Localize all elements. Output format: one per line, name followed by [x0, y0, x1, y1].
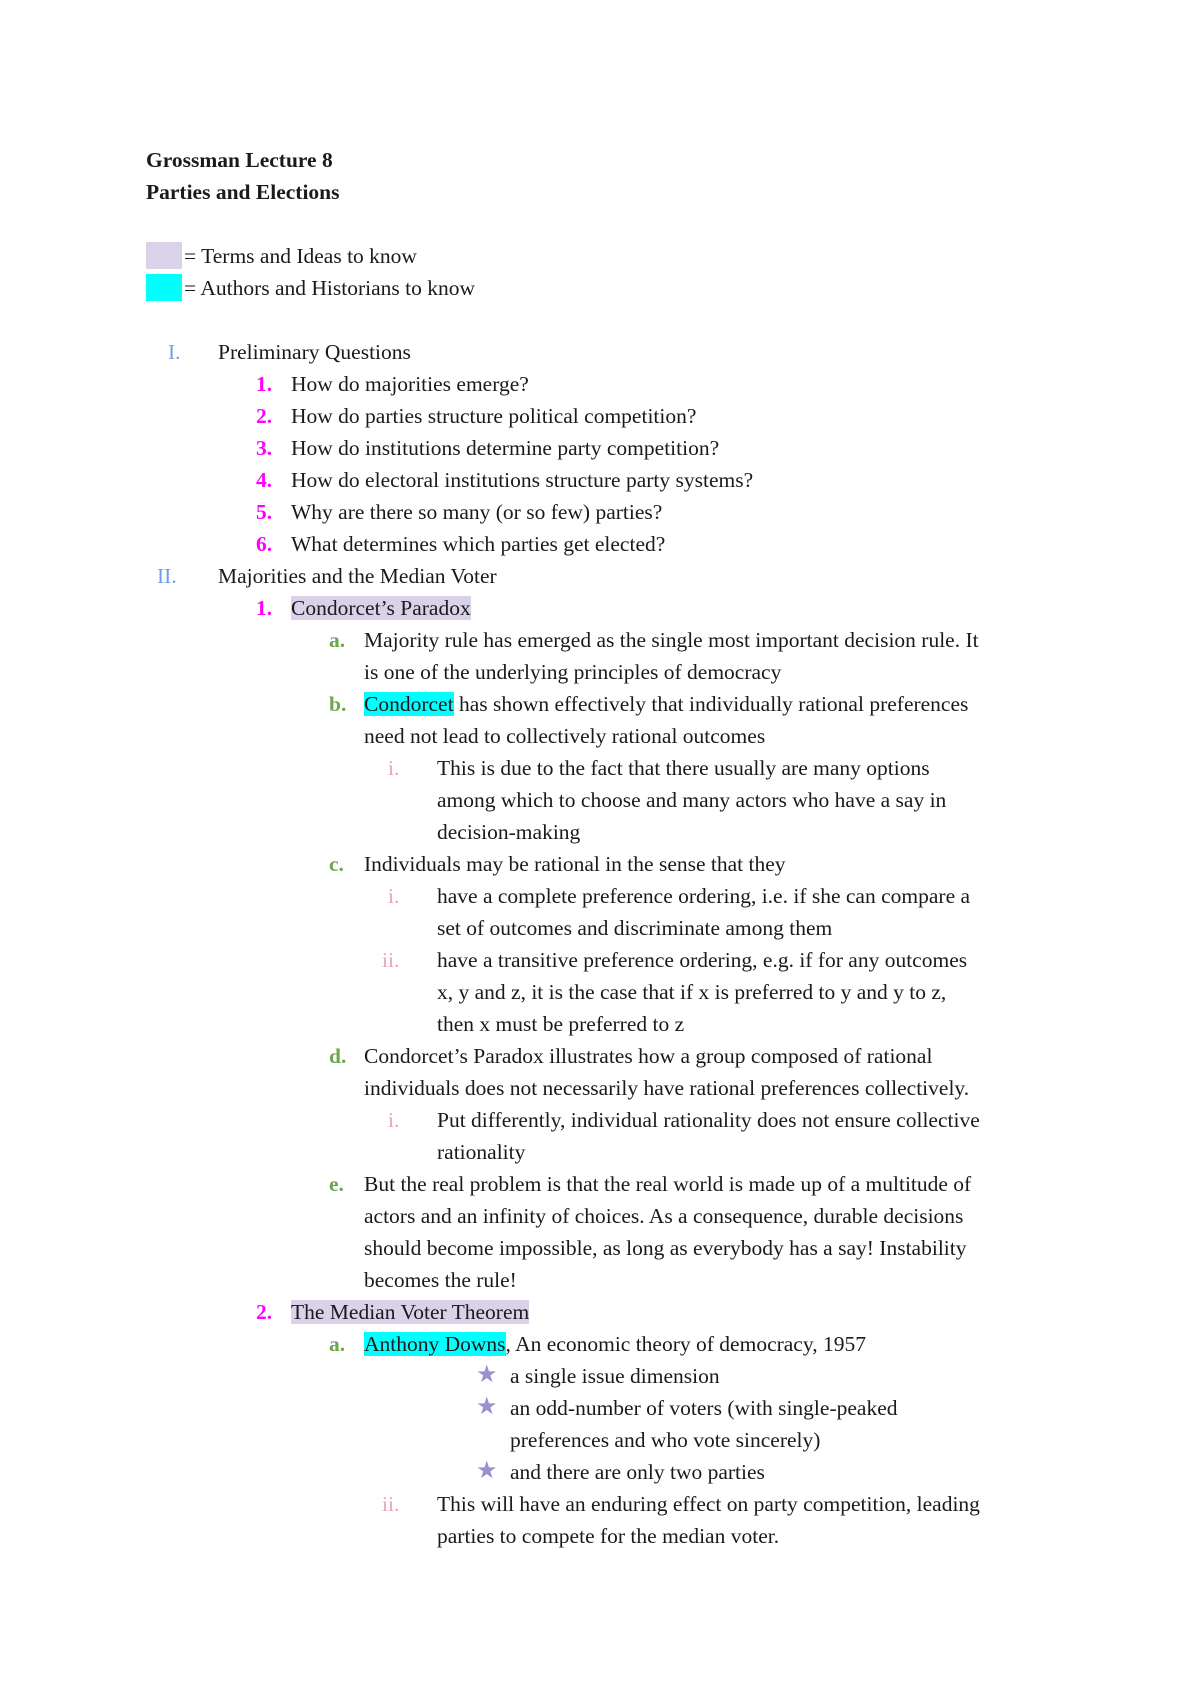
legend-authors — [146, 272, 475, 304]
list-marker: e. — [329, 1172, 344, 1196]
list-marker: c. — [329, 852, 344, 876]
item-text-rest: has shown effectively that individually rational preferences — [453, 692, 969, 716]
bullet-text: preferences and who vote sincerely) — [510, 1428, 821, 1452]
list-marker: 1. — [256, 596, 273, 620]
item-text: then x must be preferred to z — [437, 1012, 685, 1036]
item-text: This will have an enduring effect on party competition, leading — [437, 1492, 980, 1516]
item-text: set of outcomes and discriminate among them — [437, 916, 833, 940]
item-text: x, y and z, it is the case that if x is preferred to y and y to z, — [437, 980, 947, 1004]
list-item: How do electoral institutions structure party systems? — [291, 468, 754, 492]
star-icon: ★ — [476, 1394, 498, 1420]
authors-swatch — [146, 274, 182, 301]
item-text: But the real problem is that the real world is made up of a multitude of — [364, 1172, 972, 1196]
item-text — [364, 1328, 866, 1360]
section-1-heading: Preliminary Questions — [218, 340, 411, 364]
list-item: How do majorities emerge? — [291, 372, 529, 396]
item-text: among which to choose and many actors who have a say in — [437, 788, 947, 812]
item-text: have a transitive preference ordering, e.g. if for any outcomes — [437, 948, 968, 972]
list-item: How do institutions determine party competition? — [291, 436, 720, 460]
list-marker: i. — [388, 1108, 400, 1132]
list-marker: b. — [329, 692, 347, 716]
item-text: need not lead to collectively rational outcomes — [364, 724, 766, 748]
list-item: How do parties structure political competition? — [291, 404, 697, 428]
author-anthony-downs: Anthony Downs — [364, 1332, 506, 1356]
author-condorcet: Condorcet — [364, 692, 454, 716]
list-marker: i. — [388, 756, 400, 780]
legend-terms-label: = Terms and Ideas to know — [184, 244, 417, 268]
item-text-rest: , An economic theory of democracy, 1957 — [505, 1332, 866, 1356]
list-marker: 2. — [256, 1300, 273, 1324]
list-marker: i. — [388, 884, 400, 908]
legend-terms — [146, 240, 417, 272]
legend-authors-label: = Authors and Historians to know — [184, 276, 476, 300]
term-condorcets-paradox — [291, 592, 471, 624]
term-highlight: Condorcet’s Paradox — [291, 596, 471, 620]
item-text: This is due to the fact that there usually are many options — [437, 756, 930, 780]
bullet-text: an odd-number of voters (with single-peaked — [510, 1396, 898, 1420]
list-marker: 2. — [256, 404, 273, 428]
item-text: Put differently, individual rationality does not ensure collective — [437, 1108, 980, 1132]
term-highlight: The Median Voter Theorem — [291, 1300, 530, 1324]
list-marker: ii. — [382, 948, 400, 972]
section-2-marker: II. — [157, 564, 177, 588]
bullet-text: a single issue dimension — [510, 1364, 720, 1388]
term-median-voter-theorem — [291, 1296, 529, 1328]
list-marker: 5. — [256, 500, 273, 524]
item-text: should become impossible, as long as everybody has a say! Instability — [364, 1236, 967, 1260]
terms-swatch — [146, 242, 182, 269]
item-text: Condorcet’s Paradox illustrates how a group composed of rational — [364, 1044, 933, 1068]
list-marker: ii. — [382, 1492, 400, 1516]
list-marker: 1. — [256, 372, 273, 396]
item-text: decision-making — [437, 820, 581, 844]
item-text: Individuals may be rational in the sense that they — [364, 852, 786, 876]
star-icon: ★ — [476, 1458, 498, 1484]
item-text — [364, 688, 968, 720]
item-text: Majority rule has emerged as the single most important decision rule. It — [364, 628, 979, 652]
list-marker: 6. — [256, 532, 273, 556]
page-subtitle: Parties and Elections — [146, 180, 340, 204]
list-marker: d. — [329, 1044, 347, 1068]
section-2-heading: Majorities and the Median Voter — [218, 564, 497, 588]
item-text: rationality — [437, 1140, 526, 1164]
item-text: is one of the underlying principles of democracy — [364, 660, 782, 684]
page-title: Grossman Lecture 8 — [146, 148, 333, 172]
item-text: becomes the rule! — [364, 1268, 517, 1292]
item-text: individuals does not necessarily have rational preferences collectively. — [364, 1076, 970, 1100]
list-marker: a. — [329, 628, 346, 652]
section-1-marker: I. — [168, 340, 181, 364]
item-text: parties to compete for the median voter. — [437, 1524, 780, 1548]
list-item: What determines which parties get elected? — [291, 532, 666, 556]
list-marker: a. — [329, 1332, 346, 1356]
bullet-text: and there are only two parties — [510, 1460, 765, 1484]
list-item: Why are there so many (or so few) parties? — [291, 500, 663, 524]
item-text: actors and an infinity of choices. As a consequence, durable decisions — [364, 1204, 964, 1228]
star-icon: ★ — [476, 1362, 498, 1388]
list-marker: 4. — [256, 468, 273, 492]
item-text: have a complete preference ordering, i.e. if she can compare a — [437, 884, 971, 908]
list-marker: 3. — [256, 436, 273, 460]
